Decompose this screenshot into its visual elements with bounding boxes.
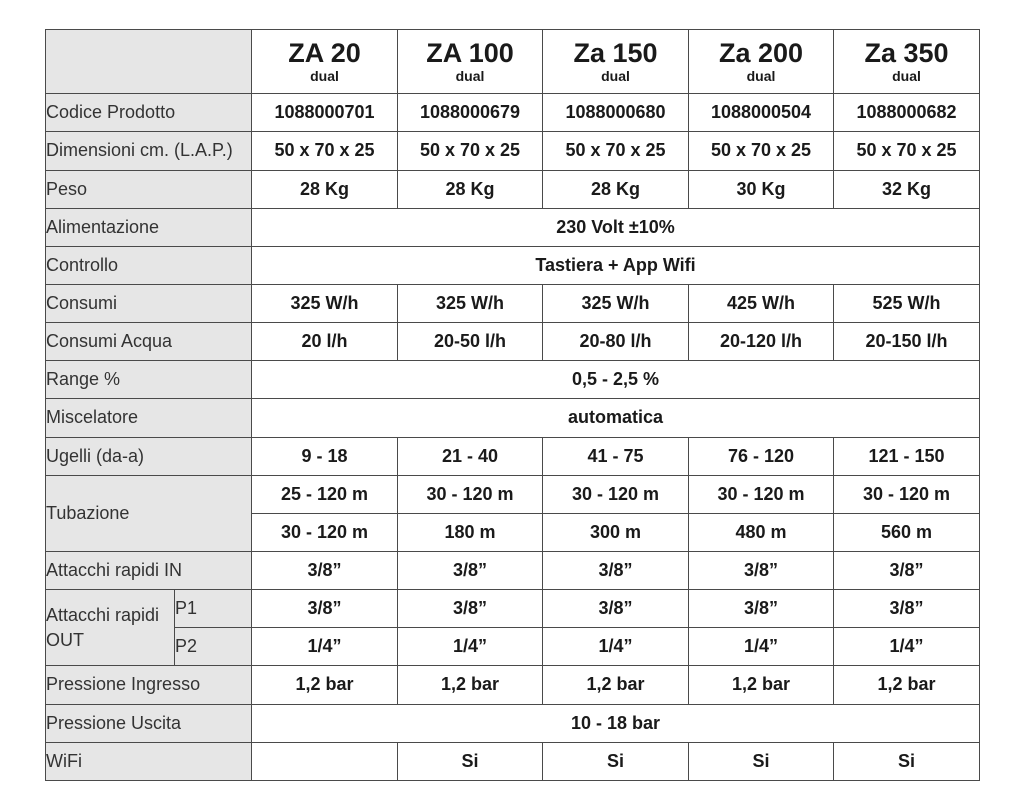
value-cell: 3/8” (834, 551, 980, 589)
row-alimentazione (46, 208, 980, 246)
value-cell: 1088000679 (398, 94, 543, 132)
value-cell: 32 Kg (834, 170, 980, 208)
model-variant: dual (601, 68, 630, 85)
model-name: Za 150 (573, 38, 658, 69)
row-label: Pressione Uscita (46, 704, 252, 742)
value-cell: 50 x 70 x 25 (398, 132, 543, 170)
value-cell: 30 - 120 m (543, 475, 689, 513)
value-cell: 28 Kg (398, 170, 543, 208)
row-pressione-ingresso (46, 666, 980, 704)
value-cell: 50 x 70 x 25 (689, 132, 834, 170)
label-line: OUT (46, 629, 84, 650)
value-cell: 121 - 150 (834, 437, 980, 475)
merged-value-cell: Tastiera + App Wifi (252, 246, 980, 284)
merged-value-cell: 0,5 - 2,5 % (252, 361, 980, 399)
row-consumi-acqua (46, 323, 980, 361)
value-cell: 425 W/h (689, 284, 834, 322)
row-pressione-uscita (46, 704, 980, 742)
label-line: Attacchi rapidi (46, 604, 160, 625)
row-label: Tubazione (46, 475, 252, 551)
header-row (46, 30, 980, 94)
value-cell: 1088000701 (252, 94, 398, 132)
row-label: Pressione Ingresso (46, 666, 252, 704)
value-cell: 3/8” (543, 551, 689, 589)
row-wifi (46, 742, 980, 780)
value-cell: 1,2 bar (689, 666, 834, 704)
merged-value-cell: 230 Volt ±10% (252, 208, 980, 246)
value-cell: 325 W/h (543, 284, 689, 322)
spec-table (45, 29, 980, 781)
row-label: Miscelatore (46, 399, 252, 437)
value-cell: 3/8” (834, 590, 980, 628)
value-cell: 3/8” (252, 551, 398, 589)
model-header-za200 (689, 30, 834, 94)
value-cell: 41 - 75 (543, 437, 689, 475)
value-cell: 25 - 120 m (252, 475, 398, 513)
value-cell: 3/8” (689, 590, 834, 628)
value-cell: 300 m (543, 513, 689, 551)
value-cell: 1,2 bar (834, 666, 980, 704)
model-variant: dual (455, 68, 485, 85)
row-tubazione-a (46, 475, 980, 513)
row-attacchi-in (46, 551, 980, 589)
model-header-za20 (252, 30, 398, 94)
model-name: ZA 20 (288, 38, 361, 69)
header-corner (46, 30, 252, 94)
value-cell: 30 Kg (689, 170, 834, 208)
row-miscelatore (46, 399, 980, 437)
value-cell: 20-120 l/h (689, 323, 834, 361)
model-header-za350 (834, 30, 980, 94)
row-attacchi-out-p1 (46, 590, 980, 628)
value-cell: 1088000504 (689, 94, 834, 132)
value-cell: 1,2 bar (398, 666, 543, 704)
value-cell: 50 x 70 x 25 (834, 132, 980, 170)
row-ugelli (46, 437, 980, 475)
value-cell: 3/8” (398, 590, 543, 628)
row-peso (46, 170, 980, 208)
model-name: Za 200 (718, 38, 804, 69)
value-cell: 3/8” (252, 590, 398, 628)
value-cell: 28 Kg (252, 170, 398, 208)
value-cell: 3/8” (689, 551, 834, 589)
model-name: ZA 100 (426, 38, 514, 69)
sub-label-p1: P1 (175, 590, 252, 628)
value-cell: 3/8” (398, 551, 543, 589)
value-cell: 50 x 70 x 25 (252, 132, 398, 170)
value-cell: 560 m (834, 513, 980, 551)
value-cell: 1/4” (834, 628, 980, 666)
model-variant: dual (892, 68, 921, 85)
model-variant: dual (310, 68, 339, 85)
value-cell: 20 l/h (252, 323, 398, 361)
value-cell: 325 W/h (252, 284, 398, 322)
row-label: Controllo (46, 246, 252, 284)
value-cell: 20-150 l/h (834, 323, 980, 361)
value-cell: 480 m (689, 513, 834, 551)
model-variant: dual (746, 68, 776, 85)
value-cell: 21 - 40 (398, 437, 543, 475)
merged-value-cell: 10 - 18 bar (252, 704, 980, 742)
value-cell: 20-80 l/h (543, 323, 689, 361)
value-cell: 30 - 120 m (689, 475, 834, 513)
value-cell: 28 Kg (543, 170, 689, 208)
value-cell: 1088000680 (543, 94, 689, 132)
value-cell: 1/4” (252, 628, 398, 666)
value-cell (252, 742, 398, 780)
value-cell: 20-50 l/h (398, 323, 543, 361)
value-cell: 1,2 bar (543, 666, 689, 704)
value-cell: 30 - 120 m (398, 475, 543, 513)
value-cell: 1088000682 (834, 94, 980, 132)
row-label: Peso (46, 170, 252, 208)
value-cell: 3/8” (543, 590, 689, 628)
row-label: Attacchi rapidi IN (46, 551, 252, 589)
row-label: WiFi (46, 742, 252, 780)
value-cell: 1/4” (689, 628, 834, 666)
row-label (46, 590, 175, 666)
value-cell: 9 - 18 (252, 437, 398, 475)
value-cell: 1/4” (398, 628, 543, 666)
row-label: Codice Prodotto (46, 94, 252, 132)
model-header-za150 (543, 30, 689, 94)
row-codice-prodotto (46, 94, 980, 132)
merged-value-cell: automatica (252, 399, 980, 437)
value-cell: 50 x 70 x 25 (543, 132, 689, 170)
value-cell: 76 - 120 (689, 437, 834, 475)
row-label: Range % (46, 361, 252, 399)
value-cell: 30 - 120 m (252, 513, 398, 551)
value-cell: Si (689, 742, 834, 780)
sub-label-p2: P2 (175, 628, 252, 666)
row-label: Dimensioni cm. (L.A.P.) (46, 132, 252, 170)
model-name: Za 350 (864, 38, 949, 69)
value-cell: 180 m (398, 513, 543, 551)
value-cell: Si (398, 742, 543, 780)
row-label: Consumi (46, 284, 252, 322)
row-label: Consumi Acqua (46, 323, 252, 361)
row-label: Ugelli (da-a) (46, 437, 252, 475)
value-cell: 325 W/h (398, 284, 543, 322)
row-dimensioni (46, 132, 980, 170)
row-attacchi-out-p2 (46, 628, 980, 666)
value-cell: Si (543, 742, 689, 780)
value-cell: 1/4” (543, 628, 689, 666)
value-cell: 1,2 bar (252, 666, 398, 704)
row-consumi (46, 284, 980, 322)
row-label: Alimentazione (46, 208, 252, 246)
model-header-za100 (398, 30, 543, 94)
value-cell: 525 W/h (834, 284, 980, 322)
row-range (46, 361, 980, 399)
value-cell: 30 - 120 m (834, 475, 980, 513)
row-controllo (46, 246, 980, 284)
value-cell: Si (834, 742, 980, 780)
